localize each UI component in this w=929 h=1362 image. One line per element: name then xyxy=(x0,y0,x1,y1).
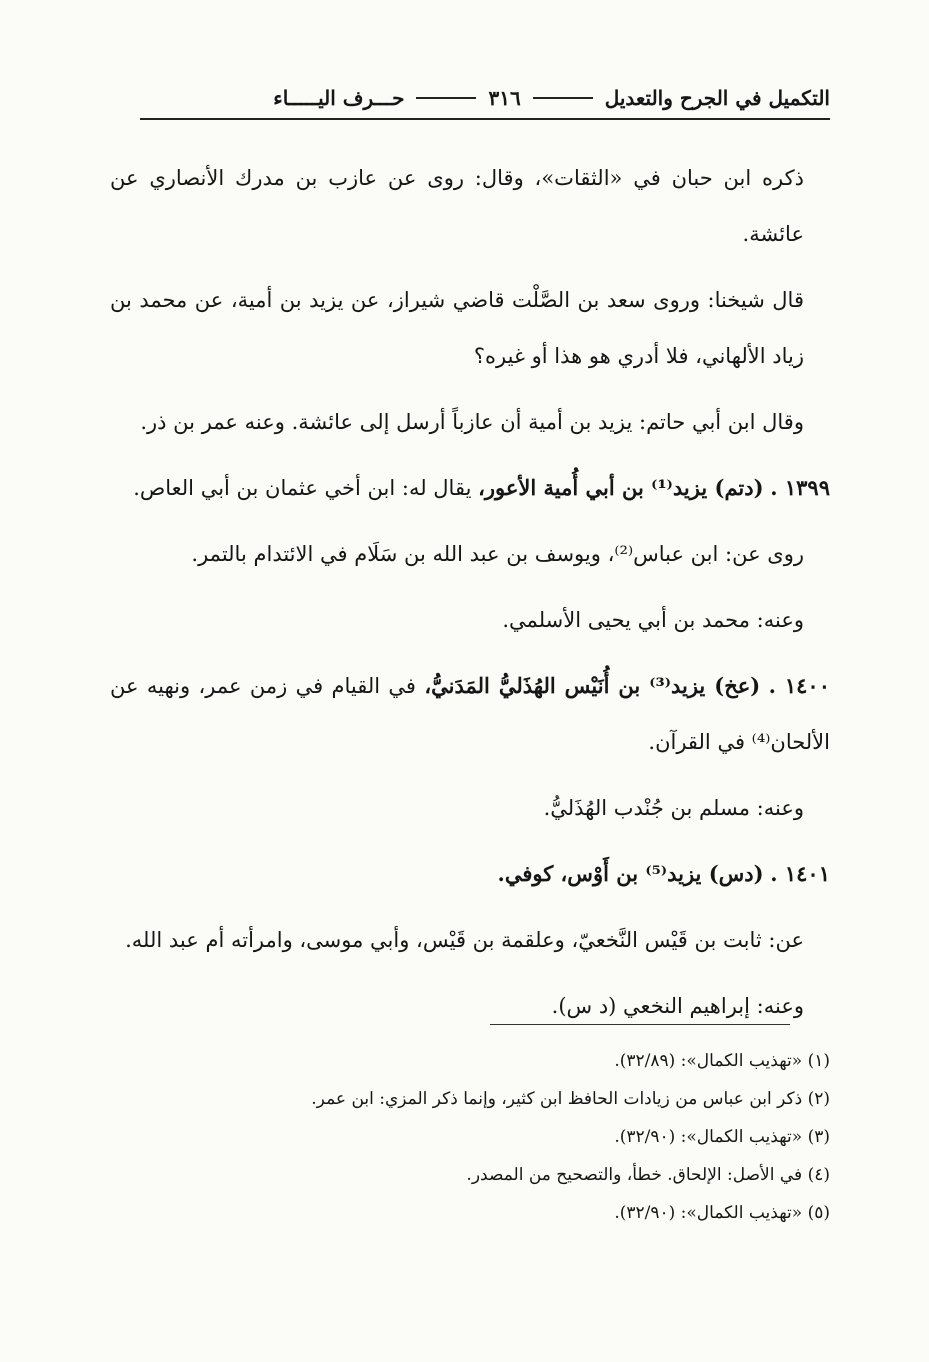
section-title: حـــرف اليـــــاء xyxy=(273,86,405,110)
running-header xyxy=(140,86,830,120)
paragraph: ذكره ابن حبان في «الثقات»، وقال: روى عن عازب بن مدرك الأنصاري عن عائشة. xyxy=(110,166,804,246)
entry-line: وعنه: إبراهيم النخعي (د س). xyxy=(551,994,804,1018)
footnote: (٣) «تهذيب الكمال»: (٣٢/٩٠). xyxy=(614,1127,830,1147)
footnote: (٢) ذكر ابن عباس من زيادات الحافظ ابن كثير، وإنما ذكر المزي: ابن عمر. xyxy=(311,1089,830,1109)
page-number: ٣١٦ xyxy=(488,86,521,110)
entry-heading-rest: يقال له: ابن أخي عثمان بن أبي العاص. xyxy=(133,476,472,500)
paragraph: وقال ابن أبي حاتم: يزيد بن أمية أن عازباً أرسل إلى عائشة. وعنه عمر بن ذر. xyxy=(140,410,804,434)
entry-1399 xyxy=(110,460,830,648)
entry-number: ١٤٠٠ . xyxy=(768,673,830,698)
entry-line: عن: ثابت بن قَيْس النَّخعيّ، وعلقمة بن قَيْس، وأبي موسى، وامرأته أم عبد الله. xyxy=(125,928,804,952)
footnote: (٤) في الأصل: الإلحاق. خطأ، والتصحيح من المصدر. xyxy=(466,1165,830,1185)
entry-line: روى عن: ابن عباس⁽²⁾، ويوسف بن عبد الله بن سَلَام في الائتدام بالتمر. xyxy=(191,542,804,566)
main-text xyxy=(110,150,830,1044)
entry-line: وعنه: مسلم بن جُنْدب الهُذَليُّ. xyxy=(543,796,804,820)
entry-heading: (عخ) يزيد⁽³⁾ بن أُنَيْس الهُذَليُّ المَدَنيُّ، xyxy=(424,673,761,698)
entry-heading-rest: في القيام في زمن عمر، ونهيه عن الألحان⁽⁴⁾ في القرآن. xyxy=(110,674,830,754)
entry-heading: (دتم) يزيد⁽¹⁾ بن أبي أُمية الأعور، xyxy=(478,475,764,500)
footnote: (١) «تهذيب الكمال»: (٣٢/٨٩). xyxy=(614,1051,830,1071)
header-dash xyxy=(533,97,593,99)
footnote: (٥) «تهذيب الكمال»: (٣٢/٩٠). xyxy=(614,1203,830,1223)
entry-heading: (دس) يزيد⁽⁵⁾ بن أَوْس، كوفي. xyxy=(497,861,764,886)
entry-line: وعنه: محمد بن أبي يحيى الأسلمي. xyxy=(502,608,804,632)
footnote-separator xyxy=(490,1024,790,1025)
book-title: التكميل في الجرح والتعديل xyxy=(604,86,830,110)
footnotes xyxy=(140,1042,830,1232)
entry-number: ١٣٩٩ . xyxy=(770,475,830,500)
entry-1401 xyxy=(110,846,830,1034)
header-dash xyxy=(416,97,476,99)
entry-1400 xyxy=(110,658,830,836)
paragraph: قال شيخنا: وروى سعد بن الصَّلْت قاضي شيراز، عن يزيد بن أمية، عن محمد بن زياد الألهاني، فلا أدري هو هذا أو غيره؟ xyxy=(110,288,804,368)
entry-number: ١٤٠١ . xyxy=(770,861,830,886)
